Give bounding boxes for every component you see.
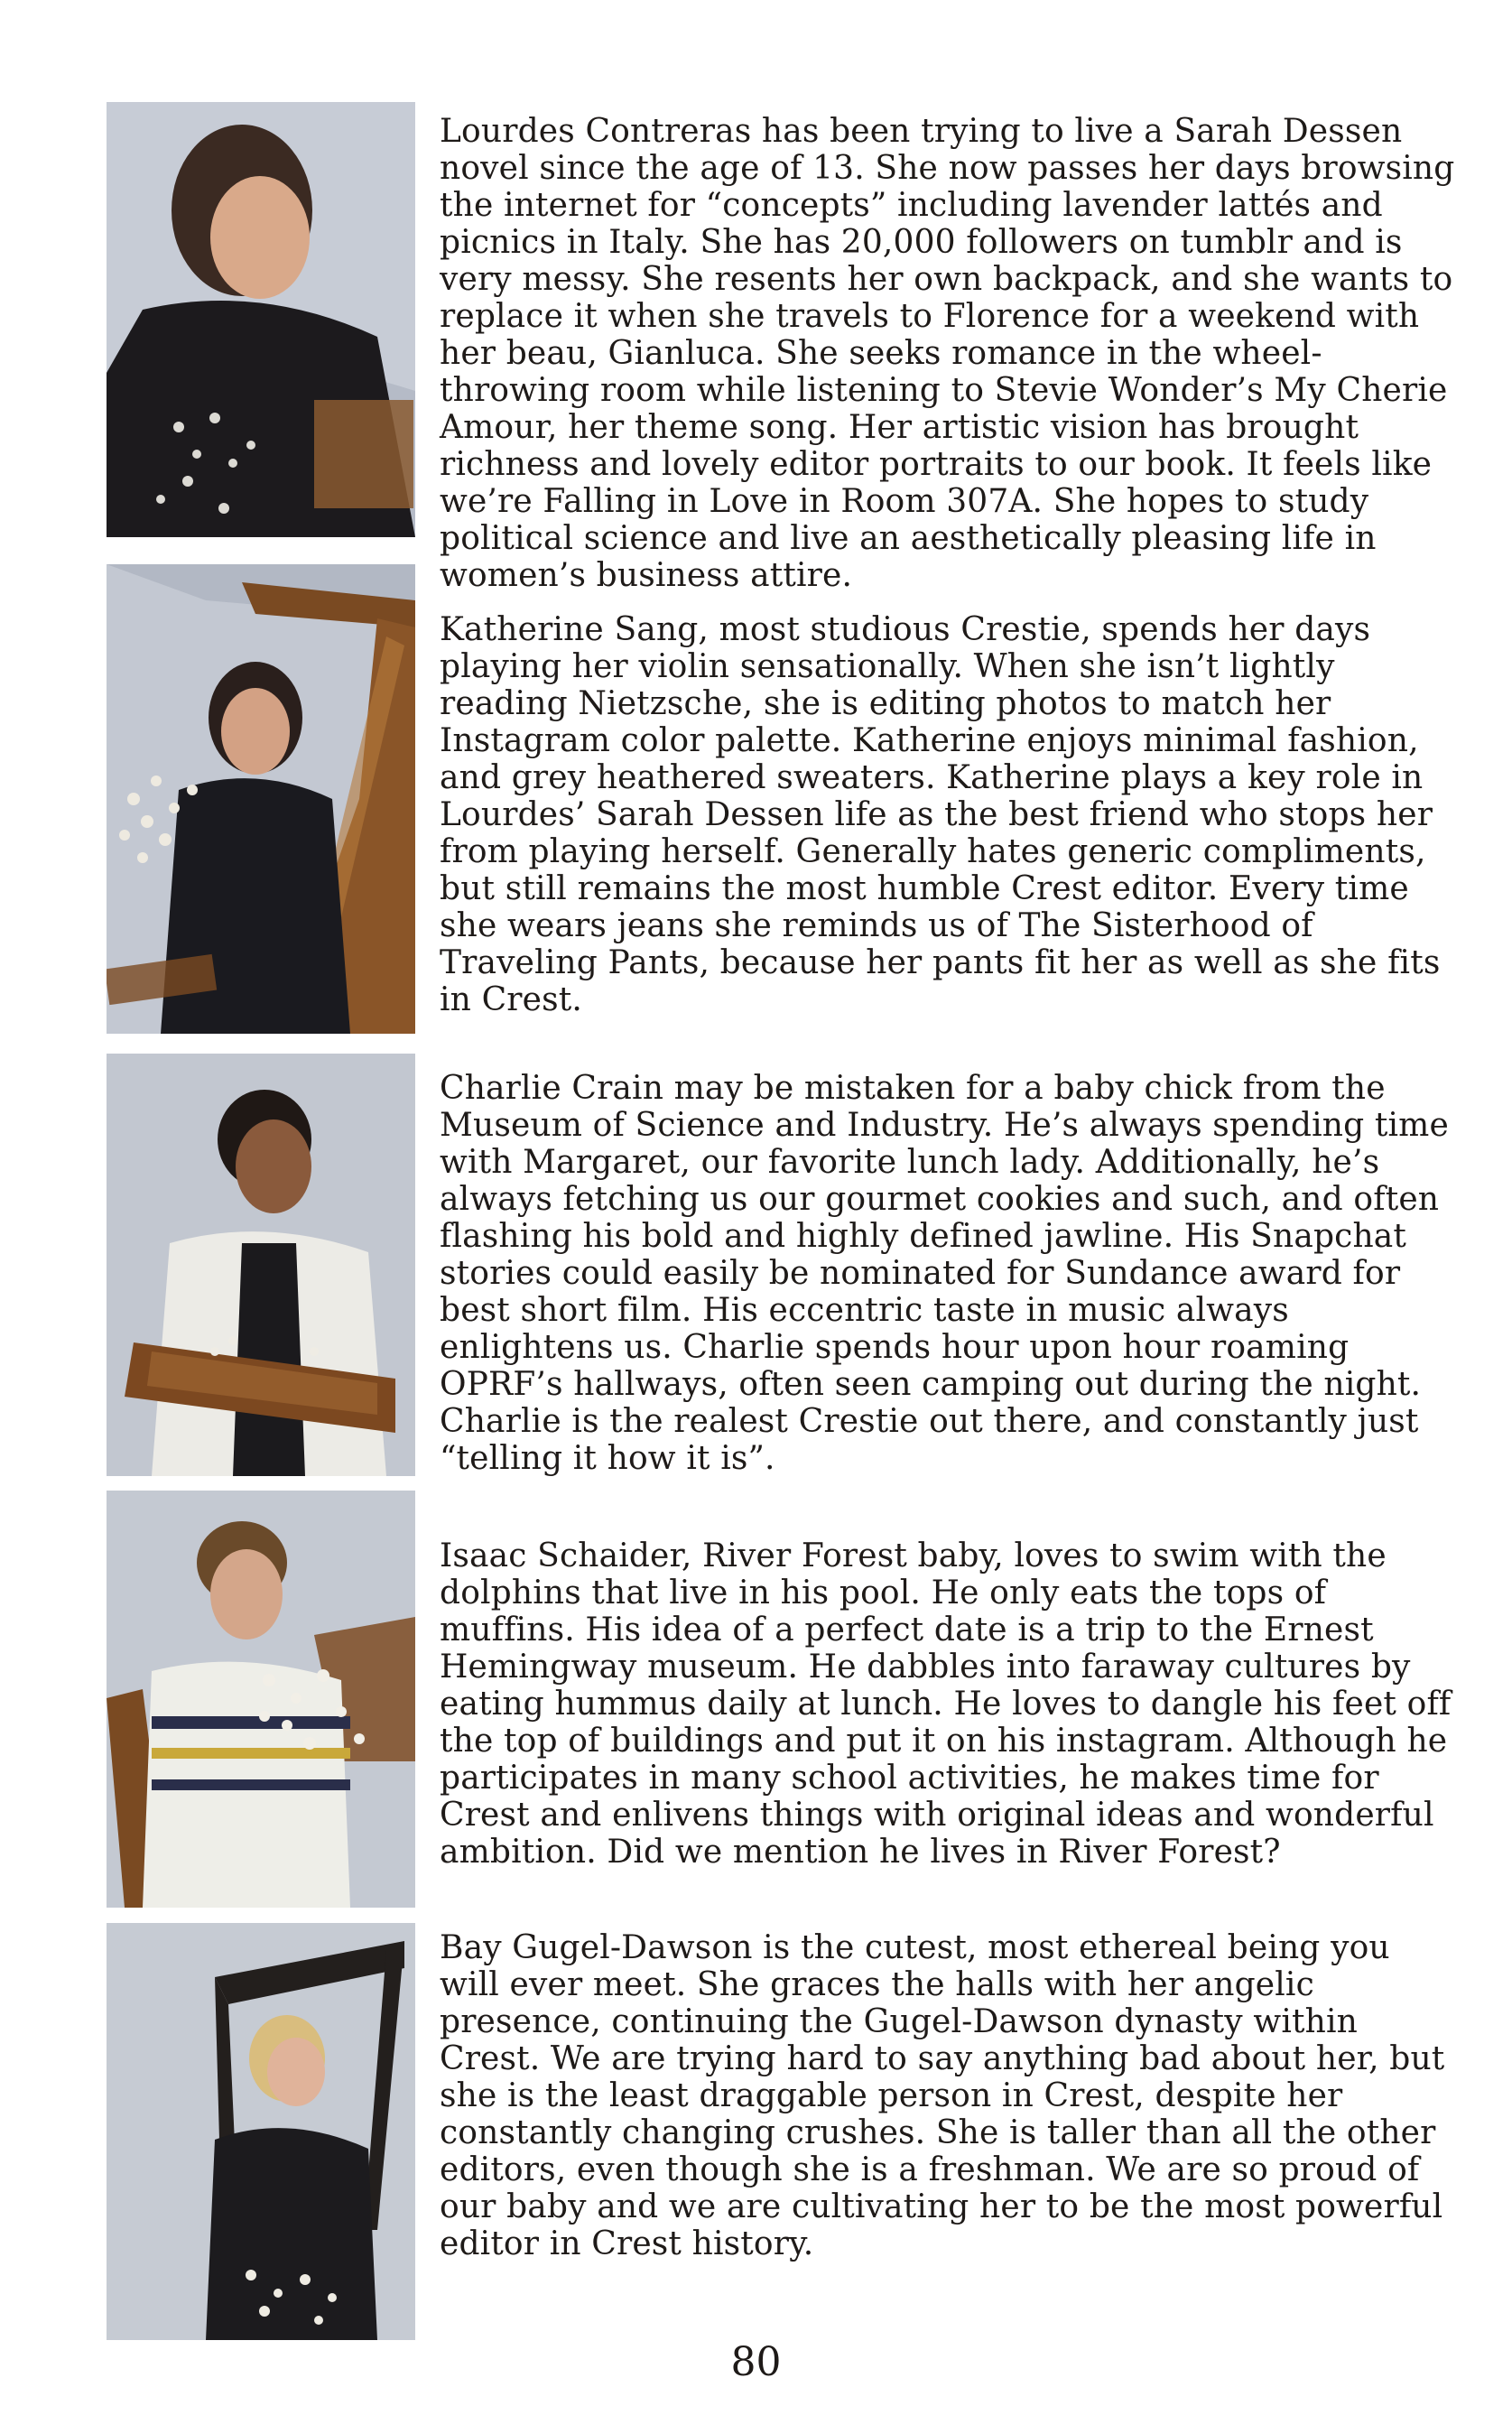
bio-text-isaac: Isaac Schaider, River Forest baby, loves to swim with the dolphins that live in his pool. He only eats the tops of muffins. His idea of a perfect date is a trip to the Ernest Hemingway museum. He dabbles into faraway cultures by eating hummus daily at lunch. He loves to dangle his feet off the top of buildings and put it on his instagram. Although he participates in many school activities, he makes time for Crest and enlivens things with original ideas and wonderful ambition. Did we mention he lives in River Forest? — [440, 1537, 1452, 1871]
bio-text-lourdes: Lourdes Contreras has been trying to live a Sarah Dessen novel since the age of 13. She now passes her days browsing the internet for “concepts” including lavender lattés and picnics in Italy. She has 20,000 followers on tumblr and is very messy. She resents her own backpack, and she wants to replace it when she travels to Florence for a weekend with her beau, Gianluca. She seeks romance in the wheel-throwing room while listening to Stevie Wonder’s My Cherie Amour, her theme song. Her artistic vision has brought richness and lovely editor portraits to our book. It feels like we’re Falling in Love in Room 307A. She hopes to study political science and live an aesthetically pleasing life in women’s business attire. — [440, 113, 1455, 594]
portrait-photo-isaac — [107, 1491, 415, 1908]
portrait-photo-lourdes — [107, 102, 415, 537]
portrait-photo-bay — [107, 1923, 415, 2340]
portrait-photo-katherine — [107, 564, 415, 1034]
bio-text-charlie: Charlie Crain may be mistaken for a baby chick from the Museum of Science and Industry. He’s always spending time with Margaret, our favorite lunch lady. Additionally, he’s always fetching us our gourmet cookies and such, and often flashing his bold and highly defined jawline. His Snapchat stories could easily be nominated for Sundance award for best short film. His eccentric taste in music always enlightens us. Charlie spends hour upon hour roaming OPRF’s hallways, often seen camping out during the night. Charlie is the realest Crestie out there, and constantly just “telling it how it is”. — [440, 1070, 1449, 1477]
page-number: 80 — [730, 2339, 782, 2385]
bio-text-katherine: Katherine Sang, most studious Crestie, spends her days playing her violin sensationally. When she isn’t lightly reading Nietzsche, she is editing photos to match her Instagram color palette. Katherine enjoys minimal fashion, and grey heathered sweaters. Katherine plays a key role in Lourdes’ Sarah Dessen life as the best friend who stops her from playing herself. Generally hates generic compliments, but still remains the most humble Crest editor. Every time she wears jeans she reminds us of The Sisterhood of Traveling Pants, because her pants fit her as well as she fits in Crest. — [440, 611, 1441, 1018]
portrait-photo-charlie — [107, 1054, 415, 1476]
bio-text-bay: Bay Gugel-Dawson is the cutest, most ethereal being you will ever meet. She graces the halls with her angelic presence, continuing the Gugel-Dawson dynasty within Crest. We are trying hard to say anything bad about her, but she is the least draggable person in Crest, despite her constantly changing crushes. She is taller than all the other editors, even though she is a freshman. We are so proud of our baby and we are cultivating her to be the most powerful editor in Crest history. — [440, 1929, 1445, 2262]
